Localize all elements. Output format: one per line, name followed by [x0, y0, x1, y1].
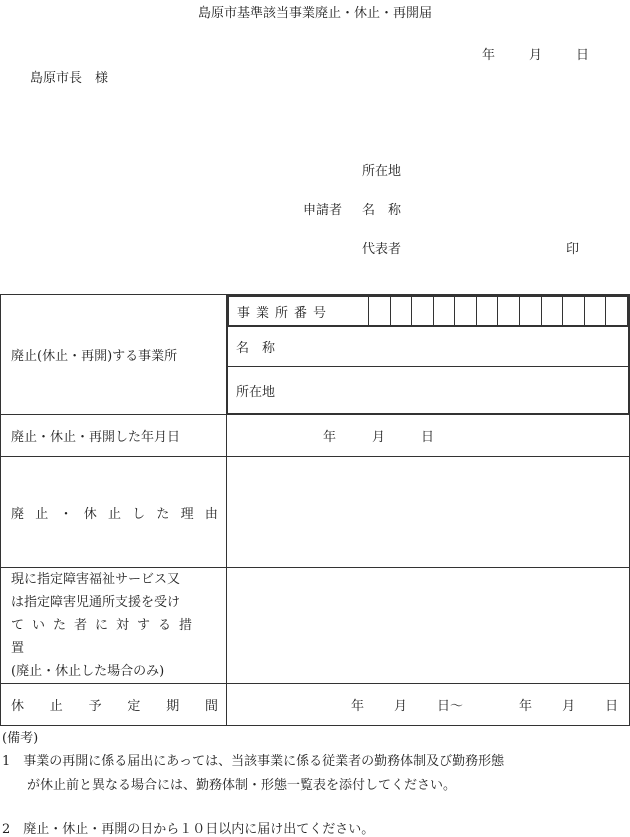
office-number-box[interactable]: [369, 297, 391, 326]
office-number-box[interactable]: [541, 297, 563, 326]
notification-form-table: [0, 294, 630, 726]
suspension-period-label-char: 定: [127, 699, 141, 714]
reason-label-char: 止: [35, 506, 49, 522]
measure-label-cell: [1, 568, 227, 684]
period-start-day: 日〜: [437, 699, 464, 714]
change-date-day: 日: [421, 430, 435, 445]
reason-label-char: 止: [107, 506, 121, 522]
change-date-year: 年: [323, 430, 337, 445]
office-number-box[interactable]: [563, 297, 585, 326]
measure-label-line-3: ていた者に対する措置: [11, 618, 201, 656]
applicant-name-label: 名 称: [362, 203, 402, 218]
measure-label-line-2: は指定障害児通所支援を受け: [11, 595, 181, 610]
change-date-field[interactable]: [227, 415, 630, 457]
measure-label-line-4: (廃止・休止した場合のみ): [11, 664, 165, 679]
reason-field[interactable]: [227, 457, 630, 568]
date-year-label: 年: [482, 48, 496, 63]
seal-label: 印: [566, 242, 580, 257]
suspension-period-row: [1, 684, 630, 726]
reason-label-char: し: [132, 506, 146, 522]
suspension-period-field[interactable]: [227, 684, 630, 726]
office-row: [1, 295, 630, 415]
measure-label-line-1: 現に指定障害福祉サービス又: [11, 572, 181, 587]
office-number-box[interactable]: [520, 297, 542, 326]
office-number-box[interactable]: [476, 297, 498, 326]
office-detail-cell: [227, 295, 630, 415]
suspension-period-label-char: 期: [166, 699, 180, 714]
note-1-line-2: が休止前と異なる場合には、勤務体制・形態一覧表を添付してください。: [27, 778, 457, 793]
note-1-line-1: 1 事業の再開に係る届出にあっては、当該事業に係る従業者の勤務体制及び勤務形態: [2, 754, 505, 769]
office-number-box[interactable]: [498, 297, 520, 326]
office-number-box[interactable]: [412, 297, 434, 326]
measure-field[interactable]: [227, 568, 630, 684]
change-date-month: 月: [372, 430, 386, 445]
reason-row: [1, 457, 630, 568]
reason-label-cell: [1, 457, 227, 568]
period-start-month: 月: [394, 699, 408, 714]
office-number-box[interactable]: [433, 297, 455, 326]
measure-row: [1, 568, 630, 684]
period-start-year: 年: [351, 699, 365, 714]
representative-label: 代表者: [362, 242, 402, 257]
suspension-period-label-char: 間: [204, 699, 218, 714]
notes-title: (備考): [2, 731, 39, 746]
reason-label-char: 由: [204, 506, 218, 522]
document-title: 島原市基準該当事業廃止・休止・再開届: [197, 6, 432, 21]
period-end-month: 月: [562, 699, 576, 714]
suspension-period-label: [11, 695, 226, 714]
reason-label-char: ・: [59, 506, 73, 522]
office-number-box[interactable]: [390, 297, 412, 326]
change-date-label: 廃止・休止・再開した年月日: [1, 415, 227, 457]
office-address-row: [228, 367, 629, 414]
applicant-label: 申請者: [303, 203, 343, 218]
period-end-day: 日: [605, 699, 619, 714]
suspension-period-label-char: 止: [49, 699, 63, 714]
office-address-label: 所在地: [228, 367, 629, 414]
applicant-location-label: 所在地: [362, 164, 402, 179]
suspension-period-label-char: 予: [88, 699, 102, 714]
suspension-period-label-cell: [1, 684, 227, 726]
reason-label-char: た: [156, 506, 170, 522]
office-number-box[interactable]: [606, 297, 628, 326]
office-label: 廃止(休止・再開)する事業所: [1, 295, 227, 415]
office-name-row: [228, 327, 629, 367]
period-end-year: 年: [519, 699, 533, 714]
office-number-box[interactable]: [455, 297, 477, 326]
office-number-box[interactable]: [584, 297, 606, 326]
office-detail-table: [227, 295, 629, 414]
submission-date: [482, 44, 589, 63]
date-month-label: 月: [529, 48, 543, 63]
note-2: 2 廃止・休止・再開の日から１０日以内に届け出てください。: [2, 822, 375, 837]
reason-label: [11, 503, 226, 522]
reason-label-char: 理: [180, 506, 194, 522]
office-number-label: 事業所番号: [229, 297, 369, 326]
office-number-row: [228, 296, 629, 327]
reason-label-char: 休: [83, 506, 97, 522]
date-day-label: 日: [576, 48, 590, 63]
office-name-label: 名 称: [228, 327, 629, 367]
addressee: 島原市長 様: [30, 71, 109, 86]
reason-label-char: 廃: [11, 506, 25, 522]
suspension-period-label-char: 休: [11, 699, 25, 714]
change-date-row: [1, 415, 630, 457]
